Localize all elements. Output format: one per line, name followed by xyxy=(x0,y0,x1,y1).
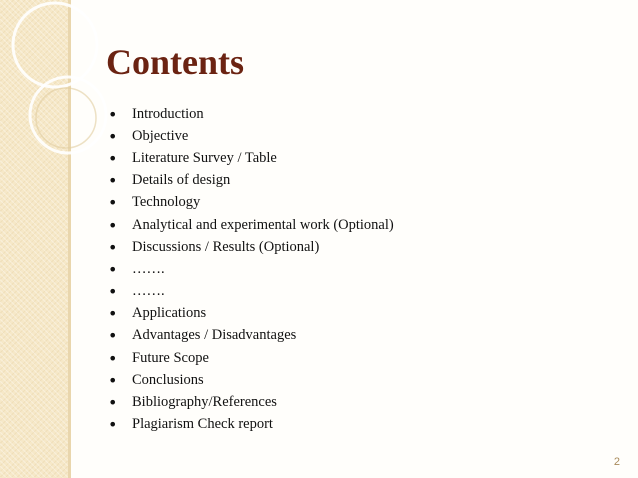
list-item-label: Applications xyxy=(132,305,207,322)
list-item-label: Analytical and experimental work (Optional) xyxy=(132,216,394,233)
contents-list xyxy=(108,103,394,436)
list-item-label: Advantages / Disadvantages xyxy=(132,327,297,344)
bullet-icon: • xyxy=(108,126,118,146)
list-item-label: Introduction xyxy=(132,105,204,122)
list-item xyxy=(108,125,394,147)
list-item xyxy=(108,192,394,214)
list-item xyxy=(108,170,394,192)
bullet-icon: • xyxy=(108,171,118,191)
bullet-icon: • xyxy=(108,193,118,213)
list-item xyxy=(108,303,394,325)
bullet-icon: • xyxy=(108,104,118,124)
page-number: 2 xyxy=(613,456,620,468)
list-item-label: Objective xyxy=(132,127,189,144)
bullet-icon: • xyxy=(108,326,118,346)
list-item-label: Conclusions xyxy=(132,371,204,388)
list-item-label: Discussions / Results (Optional) xyxy=(132,238,320,255)
slide-title: Contents xyxy=(106,42,245,82)
list-item-label: Literature Survey / Table xyxy=(132,149,277,166)
list-item xyxy=(108,347,394,369)
bullet-icon: • xyxy=(108,148,118,168)
bullet-icon: • xyxy=(108,370,118,390)
list-item xyxy=(108,236,394,258)
list-item xyxy=(108,325,394,347)
list-item-label: Future Scope xyxy=(132,349,209,366)
list-item-label: Bibliography/References xyxy=(132,394,277,411)
list-item xyxy=(108,103,394,125)
list-item xyxy=(108,147,394,169)
bullet-icon: • xyxy=(108,415,118,435)
list-item xyxy=(108,369,394,391)
bullet-icon: • xyxy=(108,393,118,413)
list-item-label: Technology xyxy=(132,194,201,211)
bullet-icon: • xyxy=(108,282,118,302)
list-item xyxy=(108,258,394,280)
list-item xyxy=(108,391,394,413)
list-item xyxy=(108,214,394,236)
list-item-label: ……. xyxy=(132,260,165,277)
bullet-icon: • xyxy=(108,348,118,368)
list-item-label: Plagiarism Check report xyxy=(132,416,273,433)
bullet-icon: • xyxy=(108,237,118,257)
bullet-icon: • xyxy=(108,215,118,235)
list-item-label: Details of design xyxy=(132,172,231,189)
bullet-icon: • xyxy=(108,259,118,279)
list-item xyxy=(108,414,394,436)
bullet-icon: • xyxy=(108,304,118,324)
decorative-circles-icon xyxy=(0,0,120,200)
list-item-label: ……. xyxy=(132,283,165,300)
list-item xyxy=(108,281,394,303)
